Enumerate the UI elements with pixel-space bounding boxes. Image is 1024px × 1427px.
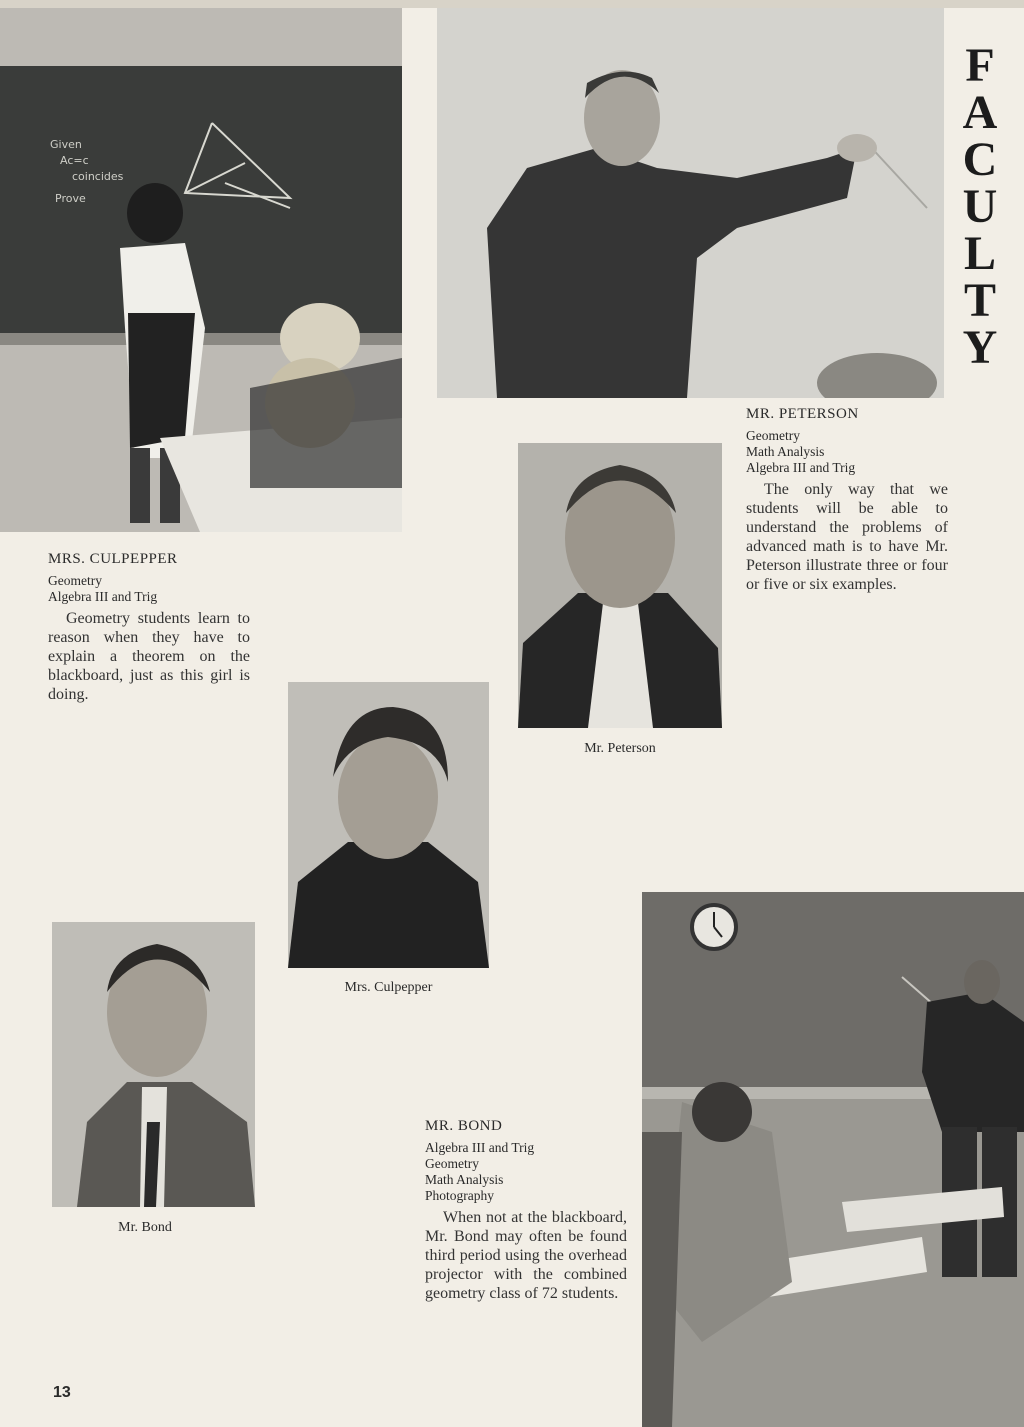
- peterson-description: The only way that we students will be able to understand the problems of advanced math is to have Mr. Peterson illustrate three or four or five or six examples.: [746, 481, 948, 593]
- svg-text:Given: Given: [50, 138, 82, 151]
- faculty-title-letter: A: [962, 86, 998, 139]
- faculty-title-letter: Y: [962, 321, 998, 374]
- culpepper-text-block: [48, 551, 250, 704]
- bond-subject: Photography: [425, 1188, 494, 1203]
- peterson-caption: Mr. Peterson: [584, 741, 656, 756]
- bond-subject: Algebra III and Trig: [425, 1140, 535, 1155]
- peterson-subject: Math Analysis: [746, 444, 825, 459]
- peterson-name: MR. PETERSON: [746, 406, 859, 422]
- bond-description: When not at the blackboard, Mr. Bond may often be found third period using the overhead projector with the combined geometry class of 72 students.: [425, 1209, 627, 1302]
- page-number: 13: [53, 1384, 71, 1401]
- svg-text:Prove: Prove: [55, 192, 86, 205]
- faculty-title-letter: L: [963, 227, 996, 280]
- culpepper-name: MRS. CULPEPPER: [48, 551, 178, 567]
- faculty-title: [950, 39, 1010, 374]
- svg-text:Ac=c: Ac=c: [60, 154, 89, 167]
- culpepper-subject: Algebra III and Trig: [48, 589, 158, 604]
- culpepper-portrait: [288, 682, 489, 968]
- bond-caption: Mr. Bond: [118, 1220, 172, 1235]
- faculty-title-letter: U: [962, 180, 998, 233]
- bond-text-block: [425, 1118, 627, 1303]
- peterson-portrait: [518, 443, 722, 728]
- bond-subject: Geometry: [425, 1156, 479, 1171]
- bond-name: MR. BOND: [425, 1118, 503, 1134]
- peterson-subject: Geometry: [746, 428, 800, 443]
- culpepper-description: Geometry students learn to reason when they have to explain a theorem on the blackboard, just as this girl is doing.: [48, 610, 250, 703]
- page-top-edge: [0, 0, 1024, 8]
- culpepper-subject: Geometry: [48, 573, 102, 588]
- peterson-subject: Algebra III and Trig: [746, 460, 856, 475]
- culpepper-caption: Mrs. Culpepper: [344, 980, 433, 995]
- faculty-title-letter: F: [965, 39, 995, 92]
- classroom-photo: [642, 892, 1024, 1427]
- peterson-board-photo: [437, 8, 944, 398]
- svg-text:coincides: coincides: [72, 170, 124, 183]
- faculty-title-letter: C: [962, 133, 998, 186]
- faculty-title-letter: T: [963, 274, 996, 327]
- bond-portrait: [52, 922, 255, 1207]
- peterson-text-block: [746, 406, 948, 594]
- bond-subject: Math Analysis: [425, 1172, 504, 1187]
- blackboard-girl-photo: [0, 8, 402, 532]
